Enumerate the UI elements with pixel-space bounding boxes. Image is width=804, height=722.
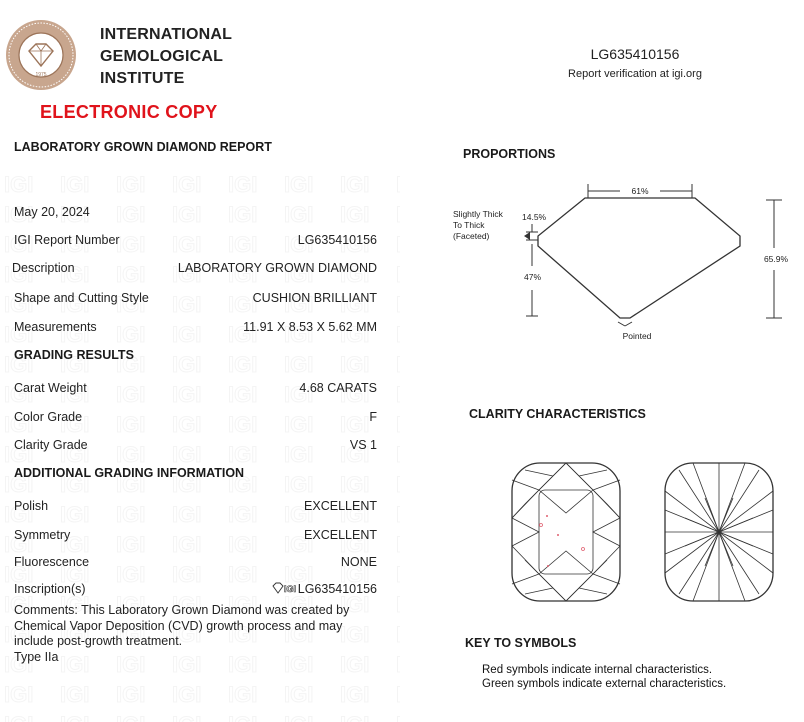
row-label: Carat Weight	[14, 381, 87, 395]
row-label: Description	[12, 261, 75, 275]
crown-view-diagram	[512, 463, 620, 601]
row-label: Clarity Grade	[14, 438, 88, 452]
clarity-title: CLARITY CHARACTERISTICS	[469, 407, 646, 421]
comments-block	[14, 603, 364, 665]
pavilion-view-diagram	[665, 463, 773, 601]
row-shape	[14, 291, 377, 307]
row-label: Symmetry	[14, 528, 71, 542]
girdle-label-3: (Faceted)	[453, 231, 490, 241]
clarity-plots	[505, 458, 785, 606]
igi-mark-icon	[272, 582, 298, 594]
row-label: Inscription(s)	[14, 582, 86, 596]
row-label: IGI Report Number	[14, 233, 120, 247]
row-value: CUSHION BRILLIANT	[252, 291, 377, 305]
row-value: EXCELLENT	[304, 499, 377, 513]
row-value: 11.91 X 8.53 X 5.62 MM	[243, 320, 377, 334]
institute-line-1: INTERNATIONAL	[100, 26, 233, 43]
igi-logo-seal	[4, 18, 78, 92]
crown-percent: 14.5%	[522, 212, 547, 222]
diamond-type: Type IIa	[14, 649, 59, 664]
girdle-label-1: Slightly Thick	[453, 209, 503, 219]
row-value: EXCELLENT	[304, 528, 377, 542]
culet-label: Pointed	[622, 331, 652, 341]
report-verification-link[interactable]: Report verification at igi.org	[568, 68, 702, 80]
row-inscription	[14, 582, 377, 598]
grading-results-title: GRADING RESULTS	[14, 348, 134, 362]
report-number-header: LG635410156	[590, 46, 680, 62]
inscription-text: LG635410156	[297, 582, 377, 596]
row-value: LG635410156	[297, 233, 377, 247]
row-label: Fluorescence	[14, 555, 90, 569]
row-symmetry	[14, 528, 377, 544]
row-measurements	[14, 320, 377, 336]
key-red: Red symbols indicate internal characteristics.	[482, 664, 713, 676]
row-color-grade	[14, 410, 377, 426]
institute-line-2: GEMOLOGICAL	[100, 48, 224, 65]
report-date: May 20, 2024	[14, 205, 90, 219]
row-description	[12, 261, 377, 277]
inclusion-mark	[547, 565, 549, 567]
key-green: Green symbols indicate external characteristics.	[482, 678, 727, 690]
comments-text: Comments: This Laboratory Grown Diamond was created by Chemical Vapor Deposition (CVD) growth process and may include post-growth treatment.	[14, 603, 350, 648]
row-value: LABORATORY GROWN DIAMOND	[177, 261, 377, 275]
row-value: F	[369, 410, 377, 424]
row-polish	[14, 499, 377, 515]
row-label: Shape and Cutting Style	[14, 291, 149, 305]
row-value: NONE	[340, 555, 377, 569]
row-label: Polish	[14, 499, 49, 513]
inclusion-mark	[546, 515, 548, 517]
proportions-title: PROPORTIONS	[463, 147, 556, 161]
row-label: Color Grade	[14, 410, 83, 424]
additional-grading-title: ADDITIONAL GRADING INFORMATION	[14, 466, 245, 480]
row-label: Measurements	[14, 320, 97, 334]
girdle-label-2: To Thick	[453, 220, 485, 230]
institute-name	[100, 24, 232, 90]
svg-text:IGI: IGI	[283, 584, 296, 594]
electronic-copy-label: ELECTRONIC COPY	[40, 102, 218, 122]
report-title: LABORATORY GROWN DIAMOND REPORT	[14, 140, 272, 154]
key-title: KEY TO SYMBOLS	[465, 636, 577, 650]
inclusion-mark	[540, 524, 543, 527]
row-carat-weight	[14, 381, 377, 397]
institute-line-3: INSTITUTE	[100, 70, 185, 87]
row-report-number	[14, 233, 377, 249]
pavilion-percent: 47%	[524, 272, 542, 282]
row-value: 4.68 CARATS	[299, 381, 377, 395]
table-percent: 61%	[631, 186, 649, 196]
total-depth-percent: 65.9%	[763, 254, 789, 264]
row-value: VS 1	[349, 438, 377, 452]
row-value	[272, 582, 377, 596]
report-date-row	[14, 205, 377, 221]
proportions-diagram	[440, 170, 802, 350]
row-clarity-grade	[14, 438, 377, 454]
row-fluorescence	[14, 555, 377, 571]
logo-year: 1975	[35, 72, 47, 78]
inclusion-mark	[582, 548, 585, 551]
inclusion-mark	[557, 534, 559, 536]
